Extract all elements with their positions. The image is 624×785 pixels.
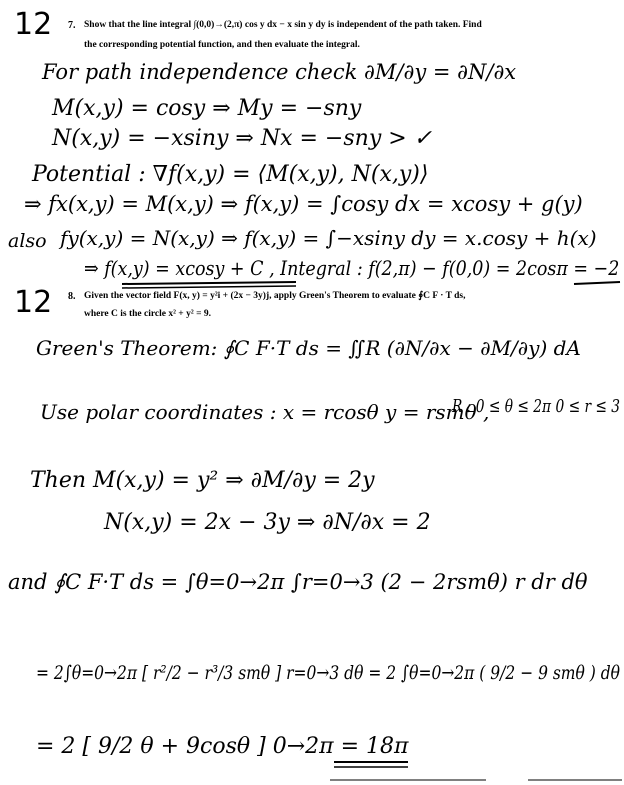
problem8-prompt-line1: Given the vector field F(x, y) = y²i + (2x − 3y)j, apply Green's Theorem to evaluate ∮C F · T ds, — [84, 291, 466, 301]
problem7-number: 7. — [68, 20, 76, 31]
p8-work-line4: N(x,y) = 2x − 3y ⇒ ∂N/∂x = 2 — [104, 510, 431, 535]
underline-answer7 — [574, 282, 620, 284]
p7-work-line6: fy(x,y) = N(x,y) ⇒ f(x,y) = ∫−xsiny dy = x.cosy + h(x) — [60, 226, 597, 250]
problem8-number: 8. — [68, 291, 76, 302]
p7-work-line4: Potential : ∇f(x,y) = ⟨M(x,y), N(x,y)⟩ — [32, 162, 429, 187]
underline-potential — [122, 282, 296, 284]
p8-work-line5: and ∮C F·T ds = ∫θ=0→2π ∫r=0→3 (2 − 2rsmθ) r dr dθ — [8, 570, 588, 594]
problem7-prompt-line1: Show that the line integral ∫(0,0)→(2,π) cos y dx − x sin y dy is independent of the path taken. Find — [84, 20, 482, 30]
p7-work-line7: ⇒ f(x,y) = xcosy + C , Integral : f(2,π) − f(0,0) = 2cosπ = −2 — [84, 256, 620, 280]
p7-work-line2: M(x,y) = cosy ⇒ My = −sny — [52, 96, 362, 121]
p7-work-line1: For path independence check ∂M/∂y = ∂N/∂x — [42, 60, 517, 84]
p7-also-label: also — [8, 230, 47, 252]
problem7-prompt-line2: the corresponding potential function, and then evaluate the integral. — [84, 40, 360, 50]
p7-work-line5: ⇒ fx(x,y) = M(x,y) ⇒ f(x,y) = ∫cosy dx = xcosy + g(y) — [24, 192, 583, 216]
problem8-score: 12 — [14, 285, 53, 320]
p8-region: R : 0 ≤ θ ≤ 2π 0 ≤ r ≤ 3 — [452, 396, 621, 417]
p8-work-line2: Use polar coordinates : x = rcosθ y = rsmθ , — [40, 400, 490, 424]
p8-work-line1: Green's Theorem: ∮C F·T ds = ∬R (∂N/∂x − ∂M/∂y) dA — [36, 336, 581, 360]
p8-work-line3: Then M(x,y) = y² ⇒ ∂M/∂y = 2y — [30, 468, 375, 493]
p7-work-line3: N(x,y) = −xsiny ⇒ Nx = −sny > ✓ — [52, 126, 433, 151]
p8-work-line6: = 2∫θ=0→2π [ r²/2 − r³/3 smθ ] r=0→3 dθ = 2 ∫θ=0→2π ( 9/2 − 9 smθ ) dθ — [36, 662, 621, 684]
problem7-score: 12 — [14, 7, 53, 42]
p8-work-line7: = 2 [ 9/2 θ + 9cosθ ] 0→2π = 18π — [36, 734, 409, 759]
problem8-prompt-line2: where C is the circle x² + y² = 9. — [84, 309, 211, 319]
